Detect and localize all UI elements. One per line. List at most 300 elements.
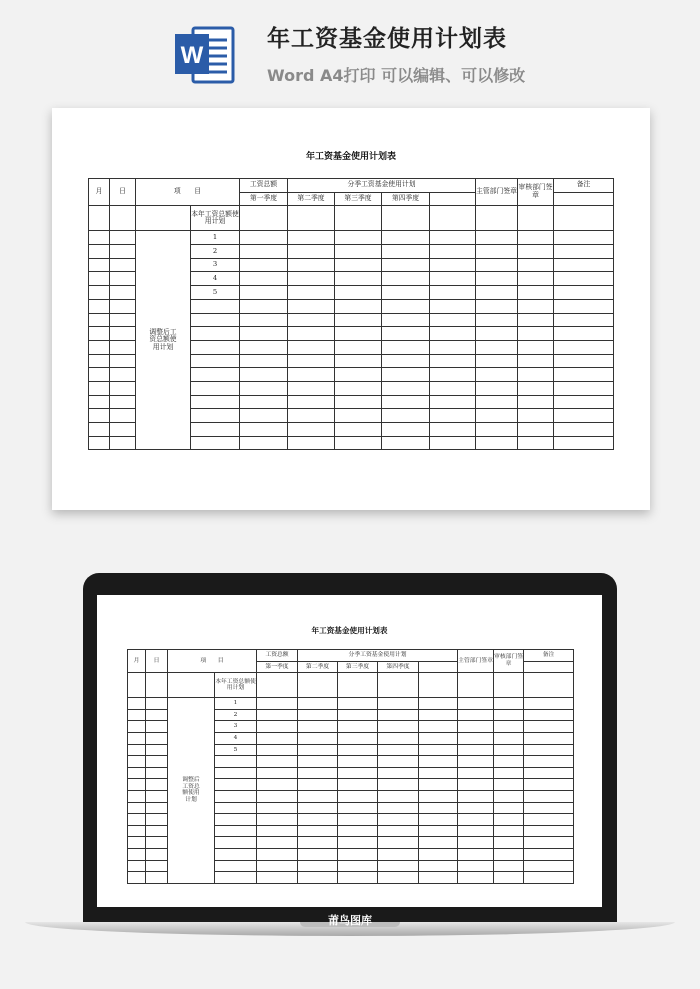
table-cell [298,767,338,779]
table-cell [378,825,419,837]
table-cell [215,837,257,849]
table-cell [128,721,146,733]
table-cell [382,299,430,313]
table-cell [335,436,382,450]
table-cell [257,721,298,733]
table-cell [335,286,382,300]
table-cell [215,860,257,872]
table-cell [335,206,382,231]
table-cell [298,825,338,837]
table-cell [430,354,476,368]
table-cell [335,340,382,354]
table-cell [419,860,458,872]
table-cell [458,837,494,849]
table-cell [524,790,574,802]
table-cell [524,848,574,860]
table-cell [476,368,518,382]
table-cell [494,709,524,721]
table-cell [146,790,168,802]
table-row [89,231,614,245]
table-cell [288,258,335,272]
table-cell [524,744,574,756]
table-cell [110,313,136,327]
table-cell [378,698,419,710]
table-cell [298,779,338,791]
plan-label: 本年工资总额使用计划 [215,673,257,698]
header-total: 工资总额 [257,650,298,662]
table-cell [494,744,524,756]
table-cell [338,872,378,884]
table-cell [298,790,338,802]
table-cell [476,313,518,327]
table-cell [476,409,518,423]
table-cell [89,231,110,245]
table-cell [382,340,430,354]
table-cell [89,327,110,341]
table-cell [554,395,614,409]
brand-label: 莆鸟图库 [328,914,372,927]
table-cell [476,286,518,300]
table-cell [494,814,524,826]
table-cell [430,245,476,259]
table-cell [257,698,298,710]
header-quarterly: 分季工资基金使用计划 [298,650,458,662]
table-cell [257,673,298,698]
table-cell [191,381,240,395]
table-cell [524,673,574,698]
table-cell [288,299,335,313]
table-cell [338,756,378,768]
table-cell [524,767,574,779]
table-cell [110,340,136,354]
table-cell [338,732,378,744]
table-cell [168,673,215,698]
table-cell [524,814,574,826]
table-cell [430,286,476,300]
table-cell [476,436,518,450]
table-cell [298,732,338,744]
adjusted-label: 调整后工资总额使用计划 [168,698,215,884]
row-number: 4 [215,732,257,744]
table-cell [146,860,168,872]
table-cell [110,381,136,395]
table-cell [146,732,168,744]
table-cell [215,802,257,814]
table-cell [378,721,419,733]
table-cell [476,272,518,286]
header-day: 日 [146,650,168,673]
table-cell [110,409,136,423]
table-cell [518,206,554,231]
table-cell [378,848,419,860]
table-cell [288,313,335,327]
table-cell [240,368,288,382]
table-cell [298,673,338,698]
table-cell [458,848,494,860]
table-cell [430,206,476,231]
table-cell [378,814,419,826]
table-cell [430,272,476,286]
table-cell [89,313,110,327]
table-cell [419,756,458,768]
table-cell [554,423,614,437]
table-cell [476,258,518,272]
svg-text:W: W [180,42,204,69]
table-cell [288,340,335,354]
header-item: 项 目 [168,650,257,673]
table-cell [419,848,458,860]
table-cell [128,872,146,884]
table-cell [146,709,168,721]
table-cell [518,272,554,286]
table-cell [554,368,614,382]
table-cell [518,381,554,395]
table-cell [518,299,554,313]
table-cell [382,436,430,450]
table-cell [430,436,476,450]
table-cell [378,744,419,756]
table-cell [257,767,298,779]
table-cell [128,825,146,837]
table-cell [524,837,574,849]
table-cell [458,872,494,884]
table-cell [378,872,419,884]
table-cell [288,381,335,395]
table-cell [110,368,136,382]
table-cell [89,368,110,382]
table-cell [335,245,382,259]
table-cell [458,825,494,837]
table-cell [476,299,518,313]
table-cell [89,354,110,368]
table-cell [288,436,335,450]
table-cell [378,767,419,779]
table-cell [338,779,378,791]
table-cell [257,802,298,814]
table-cell [419,698,458,710]
table-cell [338,837,378,849]
table-cell [110,272,136,286]
table-cell [89,340,110,354]
table-cell [257,732,298,744]
table-cell [288,423,335,437]
table-cell [335,354,382,368]
header-note: 备注 [524,650,574,662]
table-cell [419,814,458,826]
table-cell [146,673,168,698]
table-cell [430,409,476,423]
table-cell [518,231,554,245]
table-cell [89,395,110,409]
table-cell [419,872,458,884]
table-cell [494,732,524,744]
table-cell [382,245,430,259]
word-icon [173,22,239,88]
table-cell [146,779,168,791]
table-cell [458,790,494,802]
table-cell [257,837,298,849]
table-cell [110,423,136,437]
table-cell [419,732,458,744]
plan-table [88,178,614,450]
table-cell [524,661,574,673]
table-cell [419,790,458,802]
table-cell [518,409,554,423]
table-cell [215,779,257,791]
header-q1: 第一季度 [240,192,288,206]
document-title: 年工资基金使用计划表 [305,152,396,162]
table-cell [494,872,524,884]
table-cell [128,802,146,814]
table-cell [554,258,614,272]
table-cell [288,354,335,368]
table-cell [215,756,257,768]
table-cell [110,258,136,272]
table-cell [494,802,524,814]
table-cell [298,744,338,756]
table-cell [128,860,146,872]
table-cell [128,698,146,710]
table-cell [494,756,524,768]
table-cell [458,802,494,814]
table-cell [110,327,136,341]
table-cell [378,756,419,768]
table-cell [257,744,298,756]
table-cell [191,327,240,341]
table-cell [215,825,257,837]
row-number: 4 [191,272,240,286]
table-cell [382,354,430,368]
table-cell [335,299,382,313]
table-cell [257,790,298,802]
table-cell [458,814,494,826]
table-cell [89,286,110,300]
table-cell [128,767,146,779]
table-cell [419,779,458,791]
table-cell [146,837,168,849]
table-cell [494,837,524,849]
table-cell [257,825,298,837]
table-cell [494,860,524,872]
table-cell [382,286,430,300]
table-cell [554,340,614,354]
header-q3: 第三季度 [338,661,378,673]
table-cell [338,848,378,860]
table-cell [494,673,524,698]
table-cell [257,709,298,721]
table-cell [524,698,574,710]
table-cell [335,327,382,341]
table-cell [338,698,378,710]
table-cell [240,395,288,409]
table-cell [110,395,136,409]
table-cell [430,327,476,341]
table-cell [458,732,494,744]
table-cell [524,721,574,733]
table-cell [257,814,298,826]
table-cell [240,313,288,327]
table-cell [191,313,240,327]
table-cell [240,299,288,313]
table-cell [146,872,168,884]
row-number: 5 [191,286,240,300]
table-cell [257,756,298,768]
table-cell [335,395,382,409]
table-cell [338,709,378,721]
table-cell [476,245,518,259]
table-cell [288,286,335,300]
header-dept-seal: 主管部门签章 [476,179,518,206]
row-number: 3 [215,721,257,733]
table-cell [554,272,614,286]
table-cell [524,872,574,884]
table-cell [128,744,146,756]
table-cell [257,779,298,791]
table-cell [554,313,614,327]
table-cell [146,698,168,710]
table-cell [524,779,574,791]
table-cell [476,327,518,341]
table-cell [338,721,378,733]
row-number: 5 [215,744,257,756]
table-cell [298,814,338,826]
table-cell [518,340,554,354]
table-cell [524,709,574,721]
table-cell [518,423,554,437]
table-cell [494,848,524,860]
table-cell [430,395,476,409]
table-cell [458,860,494,872]
header-note: 备注 [554,179,614,193]
table-cell [191,354,240,368]
table-cell [518,313,554,327]
table-cell [240,286,288,300]
table-cell [335,258,382,272]
table-cell [338,802,378,814]
table-cell [288,327,335,341]
page-title: 年工资基金使用计划表 [267,26,507,52]
table-cell [110,231,136,245]
table-cell [128,732,146,744]
header-month: 月 [89,179,110,206]
table-cell [430,423,476,437]
table-cell [524,860,574,872]
table-cell [191,436,240,450]
table-cell [382,231,430,245]
table-cell [128,756,146,768]
table-cell [419,709,458,721]
table-cell [215,767,257,779]
table-cell [240,423,288,437]
table-cell [146,848,168,860]
table-cell [494,767,524,779]
table-cell [338,860,378,872]
table-cell [430,368,476,382]
table-cell [338,673,378,698]
header-q4: 第四季度 [382,192,430,206]
document-title: 年工资基金使用计划表 [311,626,388,635]
table-cell [257,848,298,860]
table-cell [110,245,136,259]
table-cell [554,436,614,450]
table-cell [458,698,494,710]
table-cell [518,258,554,272]
table-cell [298,872,338,884]
header [0,0,700,100]
table-cell [494,790,524,802]
table-cell [146,802,168,814]
table-cell [476,423,518,437]
table-cell [458,744,494,756]
row-number: 1 [215,698,257,710]
table-cell [518,395,554,409]
adjusted-label: 调整后工资总额使用计划 [136,231,191,450]
table-cell [419,744,458,756]
table-cell [240,354,288,368]
table-cell [240,206,288,231]
table-cell [338,825,378,837]
table-cell [554,354,614,368]
row-number: 2 [191,245,240,259]
header-q1: 第一季度 [257,661,298,673]
table-cell [378,860,419,872]
laptop-screen [97,595,602,907]
table-cell [518,368,554,382]
table-cell [146,721,168,733]
table-cell [89,381,110,395]
table-cell [430,313,476,327]
table-cell [430,299,476,313]
table-cell [524,732,574,744]
table-cell [430,192,476,206]
table-cell [89,299,110,313]
table-cell [378,837,419,849]
header-quarterly: 分季工资基金使用计划 [288,179,476,193]
table-cell [335,423,382,437]
table-cell [458,673,494,698]
table-cell [335,368,382,382]
table-cell [146,767,168,779]
table-cell [378,790,419,802]
table-cell [476,381,518,395]
plan-table [127,649,574,884]
table-cell [146,825,168,837]
table-cell [191,395,240,409]
table-cell [476,206,518,231]
table-cell [378,802,419,814]
table-cell [419,673,458,698]
table-cell [110,286,136,300]
header-dept-seal: 主管部门签章 [458,650,494,673]
table-cell [338,744,378,756]
table-cell [518,354,554,368]
table-cell [128,673,146,698]
table-cell [298,698,338,710]
table-cell [288,368,335,382]
table-cell [378,673,419,698]
table-cell [382,423,430,437]
table-cell [554,206,614,231]
table-cell [430,381,476,395]
table-cell [288,231,335,245]
table-cell [298,848,338,860]
table-cell [554,409,614,423]
table-cell [89,206,110,231]
table-cell [458,709,494,721]
table-cell [146,756,168,768]
table-cell [378,732,419,744]
table-cell [215,848,257,860]
